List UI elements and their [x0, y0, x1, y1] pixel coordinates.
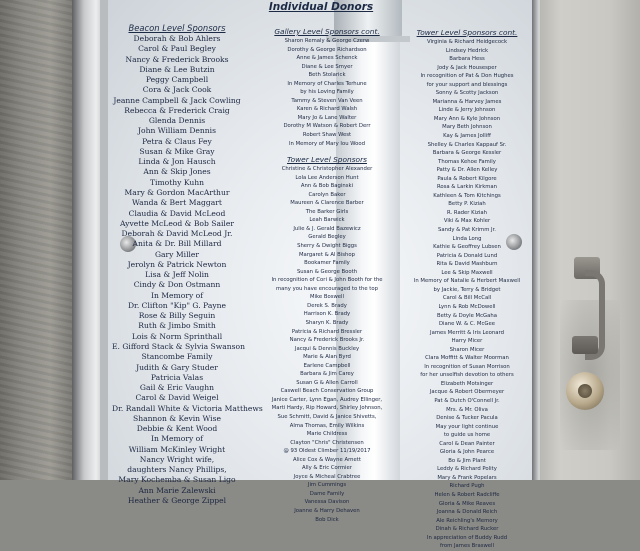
donor-name: Gloria & John Pearce: [439, 449, 495, 456]
donor-name: Harry Micer: [451, 338, 483, 345]
donor-name: Carol & Bill McCall: [442, 295, 492, 302]
donor-name: Bob Dick: [315, 516, 339, 523]
donor-name: Ann Marie Zalewski: [138, 485, 216, 495]
donor-name: by his Loving Family: [300, 89, 354, 96]
tower-cont-column: [398, 27, 536, 551]
donor-name: Anita & Dr. Bill Millard: [132, 239, 222, 249]
donor-name: Sherry & Dwight Biggs: [297, 243, 357, 250]
donor-name: Ruth & Jimbo Smith: [138, 321, 216, 331]
donor-name: Gary Miller: [154, 249, 200, 259]
donor-name: Carol & Paul Begley: [138, 44, 216, 54]
donor-name: Leddy & Richard Polity: [437, 466, 497, 473]
donor-name: Jody & Jack Housesper: [437, 64, 497, 71]
tower-names: [256, 165, 398, 524]
donor-name: Glenda Dennis: [148, 116, 206, 126]
donor-name: Patricia & Donald Lund: [436, 252, 498, 259]
tower-heading: Tower Level Sponsors: [287, 155, 367, 165]
donor-name: Timothy Kuhn: [149, 177, 205, 187]
donor-name: Virginia & Richard Heidgecock: [426, 39, 508, 45]
donor-name: Mary Ann & Kyle Johnson: [433, 115, 501, 122]
donor-name: Jerolyn & Patrick Newton: [127, 259, 227, 269]
donor-name: Marie & Alan Byrd: [303, 354, 351, 361]
donor-name: Peggy Campbell: [145, 75, 209, 85]
donor-name: Marti Hardy, Rip Howard, Shirley Johnson,: [271, 405, 383, 412]
donor-name: Jacque & Robert Obermeyer: [429, 389, 505, 396]
donor-name: Carolyn Baker: [308, 191, 346, 198]
donor-name: Dr. Randall White & Victoria Matthews: [112, 403, 263, 413]
donor-name: Nancy & Frederick Brooks: [125, 54, 229, 64]
donor-name: Lynn & Rob McDowell: [438, 303, 496, 310]
donor-name: Karen & Richard Walsh: [296, 106, 358, 113]
donor-name: Patty & Dr. Allen Kelley: [436, 167, 498, 174]
donor-name: Gerald Begley: [308, 234, 346, 241]
donor-name: Thomas Kehoe Family: [438, 158, 496, 165]
keyhole-icon: [578, 384, 592, 398]
donor-name: Ally & Eric Cormier: [302, 465, 352, 472]
donor-name: Rose & Billy Seguin: [138, 311, 216, 321]
donor-name: Sharon Remaly & George Czerw: [284, 38, 370, 44]
donor-name: Earlene Campbell: [303, 362, 351, 369]
donor-name: Cora & Jack Cook: [142, 85, 212, 95]
donor-name: Janice Carter, Lynn Egan, Audrey Ellinger,: [271, 396, 383, 403]
donor-name: Rebecca & Frederick Craig: [124, 105, 230, 115]
donor-name: by Jackie, Terry & Bridget: [433, 286, 501, 293]
donor-name: Bo & Jim Plant: [448, 457, 486, 464]
donor-name: Lola Lee Anderson Hunt: [295, 174, 359, 181]
donor-name: Marie Childress: [306, 431, 348, 438]
donor-name: Jeanne Campbell & Jack Cowling: [113, 95, 241, 105]
donor-name: Lee & Skip Maxwell: [441, 269, 493, 276]
donor-name: Beth Stolarick: [308, 72, 346, 79]
donor-name: Rita & David Mashburn: [436, 261, 498, 268]
donor-name: Lois & Norm Sprinthall: [131, 331, 223, 341]
donor-name: Leah Barwick: [309, 217, 345, 224]
donor-name: Susan G & Allen Carroll: [296, 379, 358, 386]
donor-name: In Memory of: [150, 434, 204, 444]
donor-name: Richard Pugh: [449, 483, 485, 490]
donor-name: Susan & Mike Gray: [139, 146, 215, 156]
donor-name: Sharon Micer: [449, 346, 485, 353]
donor-name: Shannon & Kevin Wise: [133, 413, 221, 423]
donor-name: Helen & Robert Radcliffe: [434, 491, 500, 498]
donor-name: Viki & Max Kohler: [443, 218, 491, 225]
donor-name: Rosa & Larkin Kirkman: [436, 184, 498, 191]
donor-name: Mike Boswell: [309, 294, 345, 301]
door-handle-mount-lower: [572, 336, 598, 354]
donor-name: Vanessa Davison: [304, 499, 350, 506]
donor-name: Deborah & Bob Ahlers: [133, 34, 221, 43]
gallery-cont-heading: Gallery Level Sponsors cont.: [274, 27, 380, 36]
donor-name: In Memory of Mary Iou Wood: [288, 140, 366, 147]
donor-name: Claudia & David McLeod: [128, 208, 226, 218]
donor-name: Clara Moffitt & Walter Moorman: [425, 355, 509, 362]
donor-name: Jim Cummings: [307, 482, 347, 489]
donor-name: In recognition of Cori & John Booth for the: [271, 277, 383, 284]
donor-name: Diane W. & C. McGee: [438, 321, 496, 328]
stone-wall: [0, 0, 72, 480]
donor-name: Sandy & Pat Krimm Jr.: [438, 227, 496, 234]
donor-name: Dr. Clifton "Kip" G. Payne: [127, 300, 227, 310]
donor-name: Petra & Claus Fey: [142, 136, 212, 146]
donor-name: Susan & George Booth: [296, 268, 358, 275]
donor-name: Linda Long: [452, 235, 482, 242]
donor-name: Ale Reichling's Memory: [436, 517, 498, 524]
donor-name: John William Dennis: [137, 126, 217, 136]
donor-name: Lisa & Jeff Nolin: [145, 270, 209, 280]
donor-name: In Memory of Natalie & Herbert Maxwell: [413, 278, 521, 285]
tower-cont-heading: Tower Level Sponsors cont.: [416, 28, 518, 37]
donor-name: Elizabeth Motsinger: [440, 380, 494, 387]
donor-name: Ann & Bob Baginski: [300, 183, 354, 190]
donor-name: In recognition of Susan Morrison: [424, 363, 510, 370]
donor-name: Paula & Robert Kilgore: [437, 175, 497, 182]
donor-name: The Barker Girls: [305, 208, 349, 215]
donor-name: Diane & Lee Butzin: [139, 64, 215, 74]
beacon-column: [112, 22, 263, 506]
donor-name: In recognition of Pat & Don Hughes: [420, 73, 514, 80]
donor-name: from James Braswell: [439, 543, 495, 550]
donor-name: Dorothy & George Richardson: [287, 46, 367, 53]
donor-name: Denise & Tucker Pacula: [436, 415, 498, 422]
donor-name: Mrs. & Mr. Oliva: [446, 406, 488, 413]
donor-name: Barbara & George Kessler: [432, 150, 502, 157]
donor-name: Linde & Jerry Johnson: [438, 107, 496, 114]
donor-name: for her unselfish devotion to others: [420, 372, 514, 379]
donor-name: Shelley & Charles Kappauf Sr.: [427, 141, 507, 148]
donor-name: E. Gifford Stack & Sylvia Swanson: [112, 341, 246, 351]
donor-name: Bookamer Family: [304, 260, 350, 267]
donor-name: Anne & James Schenck: [296, 55, 358, 62]
donor-name: In Memory of: [150, 290, 204, 300]
donor-name: Gail & Eric Vaughn: [139, 383, 215, 393]
donor-name: Barbara Hess: [449, 56, 485, 63]
donor-name: Dinah & Richard Rucker: [435, 526, 499, 533]
donor-name: Sonny & Scotty Jackson: [435, 90, 499, 97]
donor-name: Stancombe Family: [141, 352, 213, 362]
donor-name: Derek S. Brady: [307, 302, 347, 309]
donor-name: Diane & Lee Smyer: [301, 63, 353, 70]
donor-name: James Merritt & Iris Leonard: [430, 329, 504, 336]
donor-name: Marianna & Harvey James: [432, 98, 502, 105]
donor-name: Heather & George Zippel: [127, 495, 227, 505]
donor-name: Deborah & David McLeod Jr.: [121, 229, 233, 239]
donor-name: May your light continue: [435, 423, 499, 430]
gallery-names: [256, 37, 398, 148]
donor-name: Dorothy M Watson & Robert Derr: [283, 123, 371, 130]
donor-name: Dame Family: [309, 490, 345, 497]
donor-name: Mary & Gordon MacArthur: [124, 187, 230, 197]
donor-name: Barbara & Jim Carey: [300, 371, 354, 378]
donor-name: Caswell Beach Conservation Group: [280, 388, 374, 395]
donor-name: Mary Jo & Lane Walter: [297, 114, 357, 121]
donor-name: Mary & Frank Popelars: [437, 474, 497, 481]
donor-name: Gloria & Mike Reaves: [438, 500, 496, 507]
donor-name: @ 93 Oldest Climber 11/19/2017: [283, 448, 371, 455]
donor-name: Nancy Wright wife,: [139, 454, 215, 464]
donor-name: daughters Nancy Phillips,: [127, 465, 227, 475]
donor-name: Pat & Dutch O'Connell Jr.: [434, 397, 500, 404]
donor-name: Patricia Valas: [150, 372, 204, 382]
donor-name: Joanne & Harry Dehaven: [294, 507, 360, 514]
donor-name: Sue Schmitt, David & Janice Shivetts,: [277, 413, 377, 420]
donor-name: Margaret & Al Bishop: [298, 251, 355, 258]
donor-name: Kay & James Jolliff: [443, 133, 491, 140]
donor-name: Julie & J. Gerald Bazewicz: [293, 225, 361, 232]
beacon-heading: Beacon Level Sponsors: [128, 23, 226, 33]
donor-name: William McKinley Wright: [128, 444, 226, 454]
donor-name: Alma Thomas, Emily Wilkins: [289, 422, 365, 429]
donor-name: In Memory of Charles Terhune: [287, 80, 367, 87]
donor-name: Maureen & Clarence Barber: [290, 200, 364, 207]
donor-name: Betty & Doyle McGaha: [437, 312, 497, 319]
donor-name: Wanda & Bert Maggart: [132, 198, 222, 208]
middle-column: [256, 26, 398, 524]
donor-name: Nancy & Frederick Brooks Jr.: [289, 337, 365, 344]
donor-name: Tammy & Steven Van Veen: [291, 97, 363, 104]
donor-name: In appreciation of Buddy Rudd: [426, 534, 508, 541]
donor-name: Ann & Skip Jones: [143, 167, 211, 177]
donor-name: Ayvette McLeod & Bob Sailer: [120, 218, 234, 228]
donor-name: many you have encouraged to the top: [276, 285, 378, 292]
donor-name: Judith & Gary Studer: [136, 362, 218, 372]
donor-name: Christine & Christopher Alexander: [281, 166, 373, 173]
donor-name: R. Rader Kiziah: [447, 209, 487, 216]
donor-name: Cindy & Don Ostmann: [133, 280, 221, 290]
donor-name: Linda & Jon Hausch: [138, 157, 216, 167]
donor-name: Kathleen & Tom Kitchings: [433, 192, 501, 199]
donor-name: for your support and blessings: [426, 81, 508, 88]
donor-name: Carol & David Weigel: [135, 393, 219, 403]
donor-name: Joanna & Donald Reich: [436, 509, 498, 516]
donor-name: Harrison K. Brady: [303, 311, 351, 318]
donor-name: Joyce & Micheal Crabtree: [293, 473, 361, 480]
donor-name: Carol & Dean Painter: [439, 440, 495, 447]
donor-name: Mary Kochemba & Susan Ligo: [118, 475, 236, 485]
donor-name: Lindsey Hedrick: [445, 47, 489, 54]
donor-name: Kathie & Geoffrey Lubsen: [433, 244, 501, 251]
plaque-title: Individual Donors: [268, 1, 374, 13]
donor-name: Betty P. Kiziah: [448, 201, 486, 208]
donor-name: Robert Shaw West: [302, 132, 352, 139]
donor-name: Debbie & Kent Wood: [136, 424, 218, 434]
donor-name: Mary Beth Johnson: [442, 124, 492, 131]
donor-name: Jacqui & Dennis Buckley: [294, 345, 360, 352]
donor-name: Alice Cox & Wayne Arnett: [293, 456, 361, 463]
donor-name: Patricia & Richard Bressler: [291, 328, 363, 335]
donor-name: Sharyn K. Brady: [305, 319, 349, 326]
donor-name: to guide us home: [443, 432, 491, 439]
donor-name: Clayton "Chris" Christensen: [290, 439, 364, 446]
